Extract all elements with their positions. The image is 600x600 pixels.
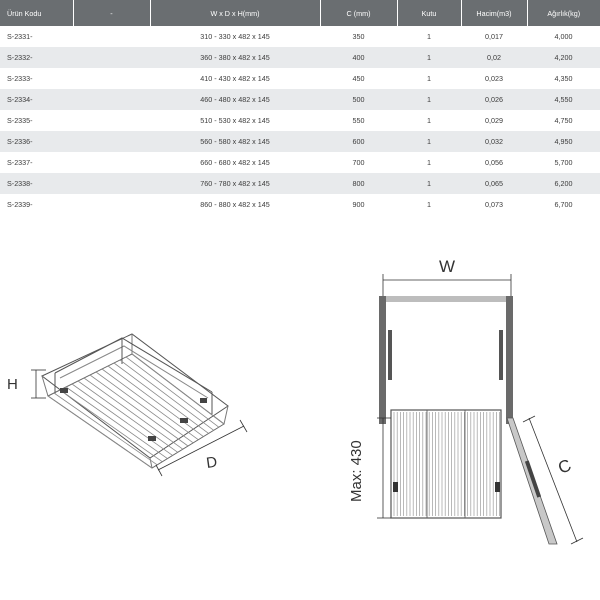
header-weight: Ağırlık(kg) <box>527 0 600 26</box>
depth-label: D <box>205 453 219 472</box>
height-label: H <box>7 376 18 393</box>
cell-c-value: 550 <box>352 116 365 125</box>
cell-dimensions: 460 - 480 x 482 x 145 <box>150 89 320 110</box>
cell-dimensions: 760 - 780 x 482 x 145 <box>150 173 320 194</box>
cell-weight: 4,350 <box>554 74 573 83</box>
table-row <box>0 47 600 68</box>
cell-dash <box>73 131 150 152</box>
width-label: W <box>439 257 456 276</box>
table-row <box>0 68 600 89</box>
cell-volume: 0,032 <box>461 131 527 152</box>
cell-product-code: S-2332- <box>0 47 73 68</box>
c-label: C <box>555 455 574 478</box>
cell-box-count: 1 <box>427 158 431 167</box>
cell-weight: 4,550 <box>527 89 600 110</box>
header-dimensions: W x D x H(mm) <box>150 0 320 26</box>
table-row <box>0 194 600 215</box>
table-row <box>0 110 600 131</box>
header-volume: Hacim(m3) <box>461 0 527 26</box>
cell-weight: 4,750 <box>554 116 573 125</box>
cell-dash <box>73 26 150 47</box>
cell-c-value: 350 <box>352 32 365 41</box>
cell-c-value: 450 <box>352 74 365 83</box>
spec-table <box>0 0 600 215</box>
cell-dash <box>73 173 150 194</box>
cell-product-code: S-2338- <box>0 173 73 194</box>
cell-weight: 5,700 <box>554 158 573 167</box>
cell-box-count: 1 <box>397 89 461 110</box>
cell-c-value: 900 <box>352 200 365 209</box>
cell-dash <box>73 89 150 110</box>
header-box: Kutu <box>397 0 461 26</box>
cell-box-count: 1 <box>397 131 461 152</box>
cell-dimensions: 360 - 380 x 482 x 145 <box>150 47 320 68</box>
cell-weight: 6,200 <box>527 173 600 194</box>
cell-weight: 4,950 <box>527 131 600 152</box>
cell-volume: 0,073 <box>485 200 503 209</box>
cell-c-value: 800 <box>320 173 397 194</box>
cell-c-value: 700 <box>352 158 365 167</box>
cell-product-code: S-2336- <box>0 131 73 152</box>
table-row <box>0 131 600 152</box>
cell-product-code: S-2333- <box>7 74 33 83</box>
cell-product-code: S-2339- <box>7 200 33 209</box>
cell-volume: 0,023 <box>485 74 503 83</box>
cell-box-count: 1 <box>397 47 461 68</box>
cell-dimensions: 310 - 330 x 482 x 145 <box>200 32 270 41</box>
cell-dimensions: 660 - 680 x 482 x 145 <box>200 158 270 167</box>
cell-dash <box>73 110 150 131</box>
cell-c-value: 500 <box>320 89 397 110</box>
plan-view-drawing <box>335 252 595 547</box>
header-dash: - <box>73 0 150 26</box>
table-row <box>0 152 600 173</box>
cell-dash <box>73 47 150 68</box>
table-row <box>0 26 600 47</box>
cell-box-count: 1 <box>427 200 431 209</box>
cell-product-code: S-2335- <box>7 116 33 125</box>
cell-weight: 4,200 <box>527 47 600 68</box>
header-product-code: Ürün Kodu <box>0 0 73 26</box>
cell-dash <box>73 68 150 89</box>
max-depth-label: Max: 430 <box>348 440 365 502</box>
cell-weight: 4,000 <box>554 32 573 41</box>
cell-dimensions: 560 - 580 x 482 x 145 <box>150 131 320 152</box>
cell-product-code: S-2331- <box>7 32 33 41</box>
cell-volume: 0,02 <box>461 47 527 68</box>
table-row <box>0 89 600 110</box>
cell-c-value: 600 <box>320 131 397 152</box>
basket-isometric-drawing <box>0 318 265 488</box>
cell-c-value: 400 <box>320 47 397 68</box>
cell-dash <box>73 194 150 215</box>
cell-box-count: 1 <box>397 173 461 194</box>
cell-box-count: 1 <box>427 116 431 125</box>
cell-volume: 0,029 <box>485 116 503 125</box>
cell-box-count: 1 <box>427 74 431 83</box>
cell-volume: 0,056 <box>485 158 503 167</box>
cell-product-code: S-2334- <box>0 89 73 110</box>
table-header-row <box>0 0 600 26</box>
cell-volume: 0,017 <box>485 32 503 41</box>
cell-dimensions: 860 - 880 x 482 x 145 <box>200 200 270 209</box>
cell-dimensions: 510 - 530 x 482 x 145 <box>200 116 270 125</box>
cell-weight: 6,700 <box>554 200 573 209</box>
cell-dash <box>73 152 150 173</box>
cell-box-count: 1 <box>427 32 431 41</box>
cell-volume: 0,026 <box>461 89 527 110</box>
cell-dimensions: 410 - 430 x 482 x 145 <box>200 74 270 83</box>
header-c: C (mm) <box>320 0 397 26</box>
cell-volume: 0,065 <box>461 173 527 194</box>
table-row <box>0 173 600 194</box>
cell-product-code: S-2337- <box>7 158 33 167</box>
